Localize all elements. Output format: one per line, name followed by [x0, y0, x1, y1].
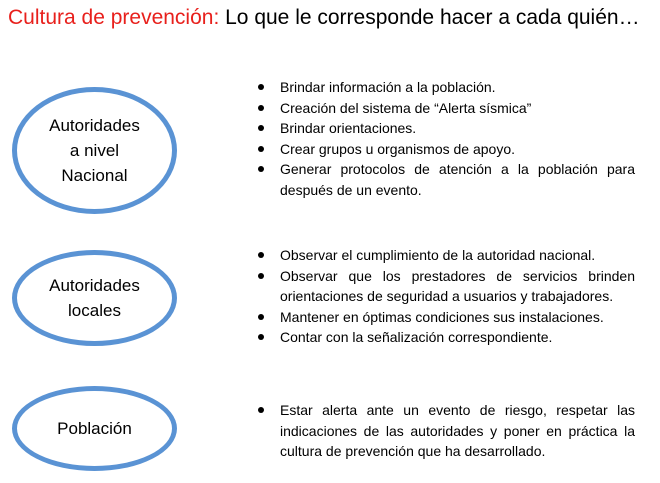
list-item: Estar alerta ante un evento de riesgo, respetar las indicaciones de las autoridades y poner en práctica la cultura de prevención que ha desarrollado. [258, 400, 635, 462]
bullet-icon [258, 105, 264, 111]
list-item: Crear grupos u organismos de apoyo. [258, 139, 635, 160]
bullet-icon [258, 314, 264, 320]
ellipse-poblacion: Población [12, 386, 177, 471]
bullet-icon [258, 125, 264, 131]
list-item: Generar protocolos de atención a la población para después de un evento. [258, 159, 635, 200]
list-item: Mantener en óptimas condiciones sus instalaciones. [258, 307, 635, 328]
bullet-icon [258, 166, 264, 172]
bullet-icon [258, 252, 264, 258]
title-rest: Lo que le corresponde hacer a cada quién… [219, 6, 640, 29]
list-item: Brindar información a la población. [258, 77, 635, 98]
bullet-icon [258, 334, 264, 340]
bullet-icon [258, 84, 264, 90]
bullet-list-locales [258, 245, 635, 348]
list-item: Observar el cumplimiento de la autoridad nacional. [258, 245, 635, 266]
list-item: Observar que los prestadores de servicios brinden orientaciones de seguridad a usuarios y trabajadores. [258, 266, 635, 307]
list-item: Creación del sistema de “Alerta sísmica” [258, 98, 635, 119]
bullet-icon [258, 146, 264, 152]
bullet-list-poblacion [258, 400, 635, 462]
ellipse-autoridades-locales: Autoridades locales [12, 250, 177, 346]
title-highlight: Cultura de prevención: [8, 6, 220, 29]
bullet-list-nacional [258, 77, 635, 200]
list-item: Contar con la señalización correspondiente. [258, 327, 635, 348]
list-item: Brindar orientaciones. [258, 118, 635, 139]
ellipse-autoridades-nacional: Autoridades a nivel Nacional [12, 87, 177, 214]
page-title [8, 4, 640, 32]
bullet-icon [258, 407, 264, 413]
bullet-icon [258, 273, 264, 279]
